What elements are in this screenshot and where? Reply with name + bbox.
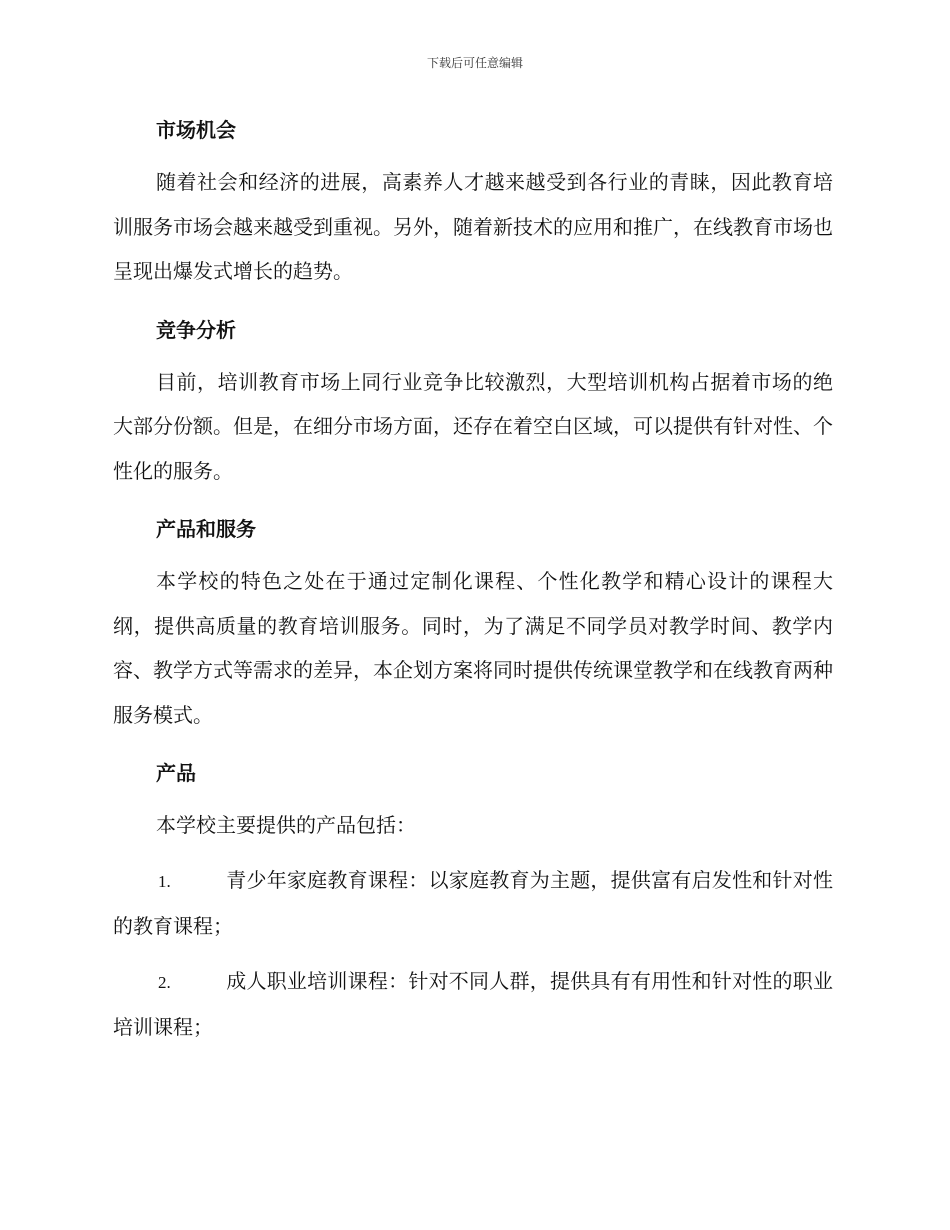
list-item [113,959,833,1050]
section-heading-market-opportunity: 市场机会 [156,118,236,142]
section-paragraph-competition: 目前，培训教育市场上同行业竞争比较激烈，大型培训机构占据着市场的绝大部分份额。但是，在细分市场方面，还存在着空白区域，可以提供有针对性、个性化的服务。 [113,369,833,483]
section-paragraph-products-services: 本学校的特色之处在于通过定制化课程、个性化教学和精心设计的课程大纲，提供高质量的教育培训服务。同时，为了满足不同学员对教学时间、教学内容、教学方式等需求的差异，本企划方案将同时提供传统课堂教学和在线教育两种服务模式。 [113,569,833,727]
section-paragraph-market-opportunity: 随着社会和经济的进展，高素养人才越来越受到各行业的青睐，因此教育培训服务市场会越来越受到重视。另外，随着新技术的应用和推广，在线教育市场也呈现出爆发式增长的趋势。 [113,170,833,283]
document-body [113,110,833,1050]
list-item-number: 1. [158,871,171,891]
header-note: 下载后可任意编辑 [426,56,523,70]
section-heading-products: 产品 [156,761,196,785]
list-item [113,858,833,949]
section-heading-competition: 竞争分析 [156,317,236,342]
section-paragraph-products: 本学校主要提供的产品包括： [156,813,416,837]
list-item-text: 成人职业培训课程：针对不同人群，提供具有有用性和针对性的职业培训课程； [113,968,833,1039]
section-heading-products-services: 产品和服务 [156,517,256,541]
list-item-number: 2. [158,972,171,992]
list-item-text: 青少年家庭教育课程：以家庭教育为主题，提供富有启发性和针对性的教育课程； [113,867,833,938]
